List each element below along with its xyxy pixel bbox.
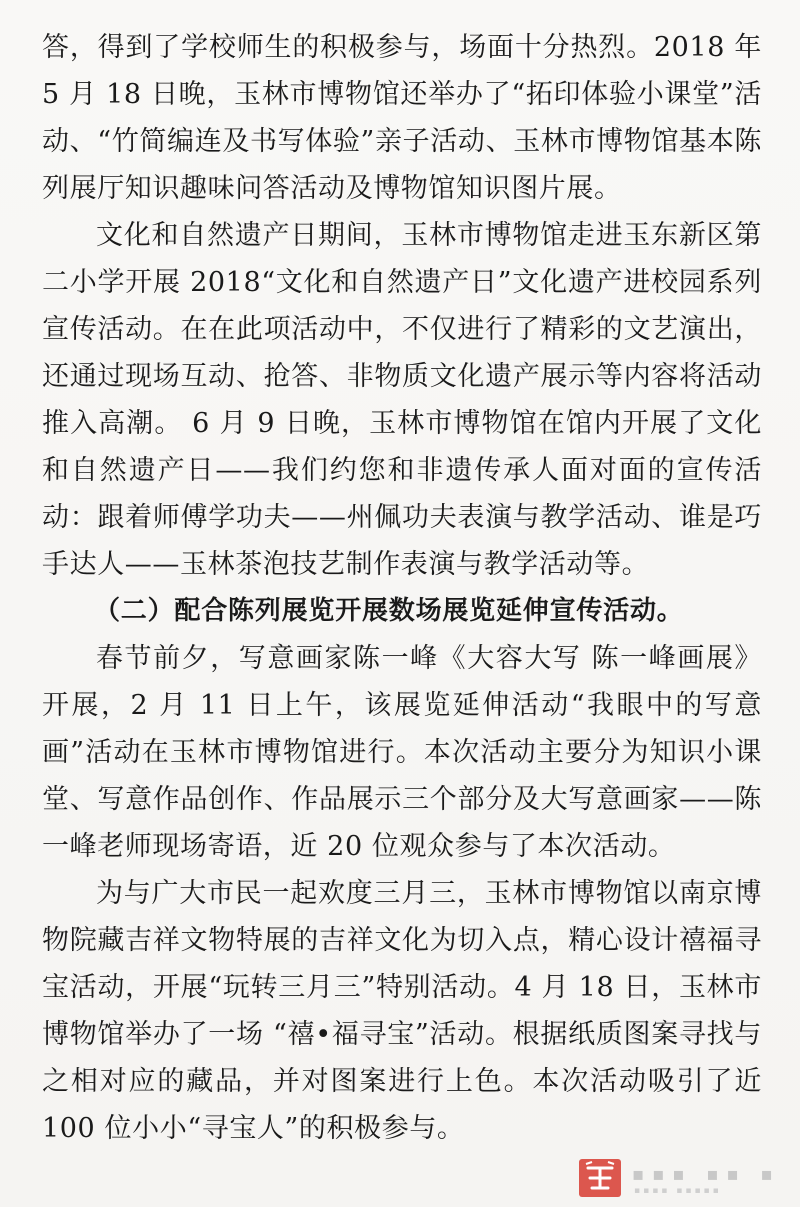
watermark-lettering: ▪▪▪ ▪▪ ▪ xyxy=(632,1164,781,1185)
watermark-sub-lettering: ▪▪▪▪ ▪▪▪▪▪ xyxy=(634,1186,722,1196)
document-body xyxy=(42,24,762,1152)
red-seal-logo-icon xyxy=(578,1158,622,1198)
paragraph-march-third-event: 为与广大市民一起欢度三月三，玉林市博物馆以南京博物院藏吉祥文物特展的吉祥文化为切入点，精心设计禧福寻宝活动，开展“玩转三月三”特别活动。4 月 18 日，玉林市博物馆举办了一场 “禧•福寻宝”活动。根据纸质图案寻找与之相对应的藏品，并对图案进行上色。本次活动吸引了近 100 位小小“寻宝人”的积极参与。 xyxy=(42,878,762,1144)
section-heading: （二）配合陈列展览开展数场展览延伸宣传活动。 xyxy=(94,596,684,626)
paragraph-heritage-day: 文化和自然遗产日期间，玉林市博物馆走进玉东新区第二小学开展 2018“文化和自然遗产日”文化遗产进校园系列宣传活动。在在此项活动中，不仅进行了精彩的文艺演出，还通过现场互动、抢答、非物质文化遗产展示等内容将活动推入高潮。 6 月 9 日晚，玉林市博物馆在馆内开展了文化和自然遗产日——我们约您和非遗传承人面对面的宣传活动：跟着师傅学功夫——州佩功夫表演与教学活动、谁是巧手达人——玉林茶泡技艺制作表演与教学活动等。 xyxy=(42,220,762,580)
paragraph-spring-festival-exhibition: 春节前夕，写意画家陈一峰《大容大写 陈一峰画展》开展，2 月 11 日上午，该展览延伸活动“我眼中的写意画”活动在玉林市博物馆进行。本次活动主要分为知识小课堂、写意作品创作、作品展示三个部分及大写意画家——陈一峰老师现场寄语，近 20 位观众参与了本次活动。 xyxy=(42,643,762,862)
watermark xyxy=(578,1158,793,1200)
paragraph-continuation: 答，得到了学校师生的积极参与，场面十分热烈。2018 年 5 月 18 日晚，玉林市博物馆还举办了“拓印体验小课堂”活动、“竹简编连及书写体验”亲子活动、玉林市博物馆基本陈列展厅知识趣味问答活动及博物馆知识图片展。 xyxy=(42,32,762,204)
